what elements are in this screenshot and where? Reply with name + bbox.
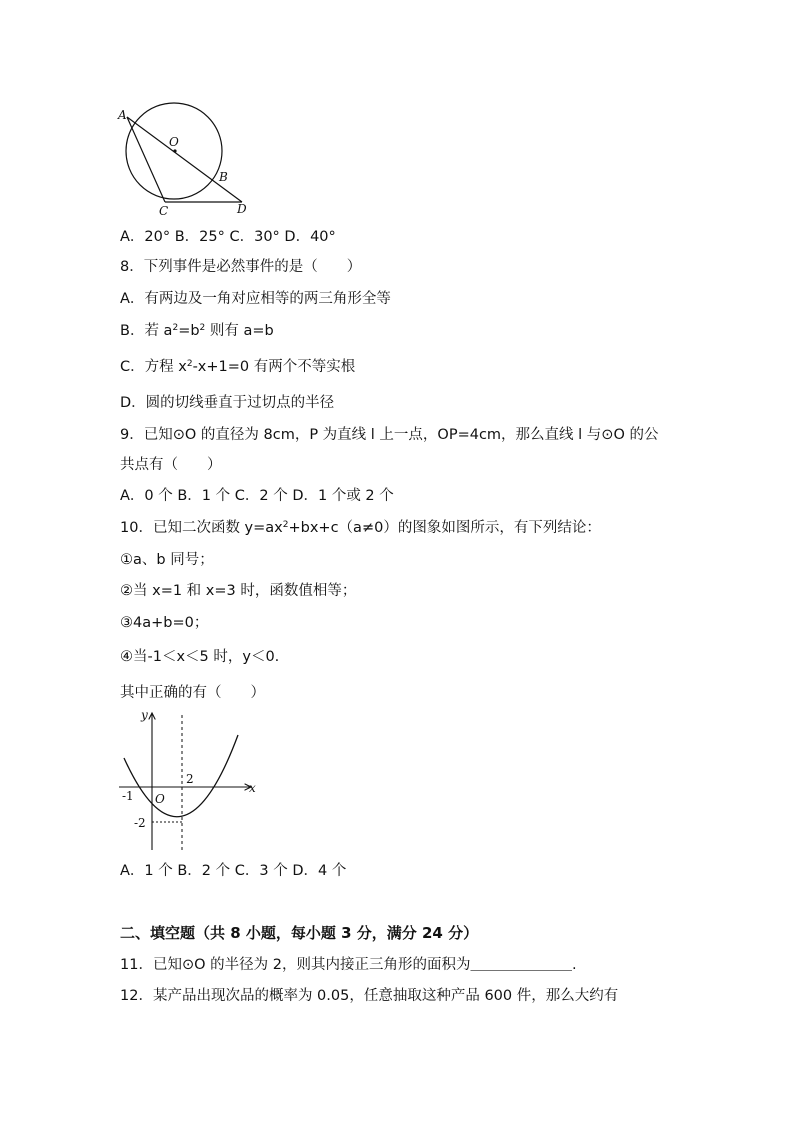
label-a: A — [118, 108, 127, 122]
q10-stem-post: +bx+c（a≠0）的图象如图所示，有下列结论： — [288, 520, 601, 536]
center-point — [173, 149, 176, 152]
q10-statement-1: ①a、b 同号； — [120, 552, 214, 568]
q10-stem-pre: 10．已知二次函数 y=ax — [120, 520, 283, 536]
label-two: 2 — [186, 772, 194, 786]
q8-option-c-post: -x+1=0 有两个不等实根 — [192, 359, 356, 375]
q10-ask: 其中正确的有（ ） — [120, 685, 265, 701]
superscript: 2 — [199, 323, 206, 333]
superscript: 2 — [186, 359, 193, 369]
q8-option-b-pre: B．若 a — [120, 323, 173, 339]
superscript: 2 — [282, 520, 289, 530]
label-x: x — [249, 781, 256, 795]
q9-line1: 9．已知⊙O 的直径为 8cm，P 为直线 l 上一点，OP=4cm，那么直线 l 与⊙O 的公 — [120, 427, 659, 443]
section-2-heading: 二、填空题（共 8 小题，每小题 3 分，满分 24 分） — [120, 924, 479, 942]
label-y: y — [141, 708, 148, 722]
q10-statement-2: ②当 x=1 和 x=3 时，函数值相等； — [120, 583, 357, 599]
label-d: D — [237, 202, 247, 216]
label-neg2: -2 — [134, 816, 146, 830]
q10-options: A．1 个 B．2 个 C．3 个 D．4 个 — [120, 863, 347, 879]
parabola-figure — [115, 705, 265, 855]
q8-option-a: A．有两边及一角对应相等的两三角形全等 — [120, 291, 391, 307]
label-o: O — [155, 792, 165, 806]
q11: 11．已知⊙O 的半径为 2，则其内接正三角形的面积为＿＿＿＿＿＿＿. — [120, 957, 577, 973]
label-neg1: -1 — [122, 789, 134, 803]
q9-line2: 共点有（ ） — [120, 457, 222, 473]
q12: 12．某产品出现次品的概率为 0.05，任意抽取这种产品 600 件，那么大约有 — [120, 988, 619, 1004]
q7-options: A．20° B．25° C．30° D．40° — [120, 229, 336, 245]
superscript: 2 — [172, 323, 179, 333]
parabola-curve — [124, 735, 238, 817]
q8-stem: 8．下列事件是必然事件的是（ ） — [120, 259, 362, 275]
circle-tangent-figure — [115, 100, 255, 218]
q8-option-c-pre: C．方程 x — [120, 359, 187, 375]
q10-statement-4: ④当-1＜x＜5 时，y＜0. — [120, 649, 280, 665]
label-b: B — [219, 170, 228, 184]
q8-option-b — [120, 321, 274, 341]
q10-statement-3: ③4a+b=0； — [120, 615, 209, 631]
q10-stem — [120, 518, 601, 538]
q8-option-d: D．圆的切线垂直于过切点的半径 — [120, 395, 335, 411]
q8-option-c — [120, 357, 355, 377]
label-c: C — [159, 204, 169, 218]
q9-options: A．0 个 B．1 个 C．2 个 D．1 个或 2 个 — [120, 488, 394, 504]
q8-option-b-mid: =b — [178, 323, 200, 339]
label-o: O — [169, 135, 179, 149]
q8-option-b-post: 则有 a=b — [205, 323, 274, 339]
